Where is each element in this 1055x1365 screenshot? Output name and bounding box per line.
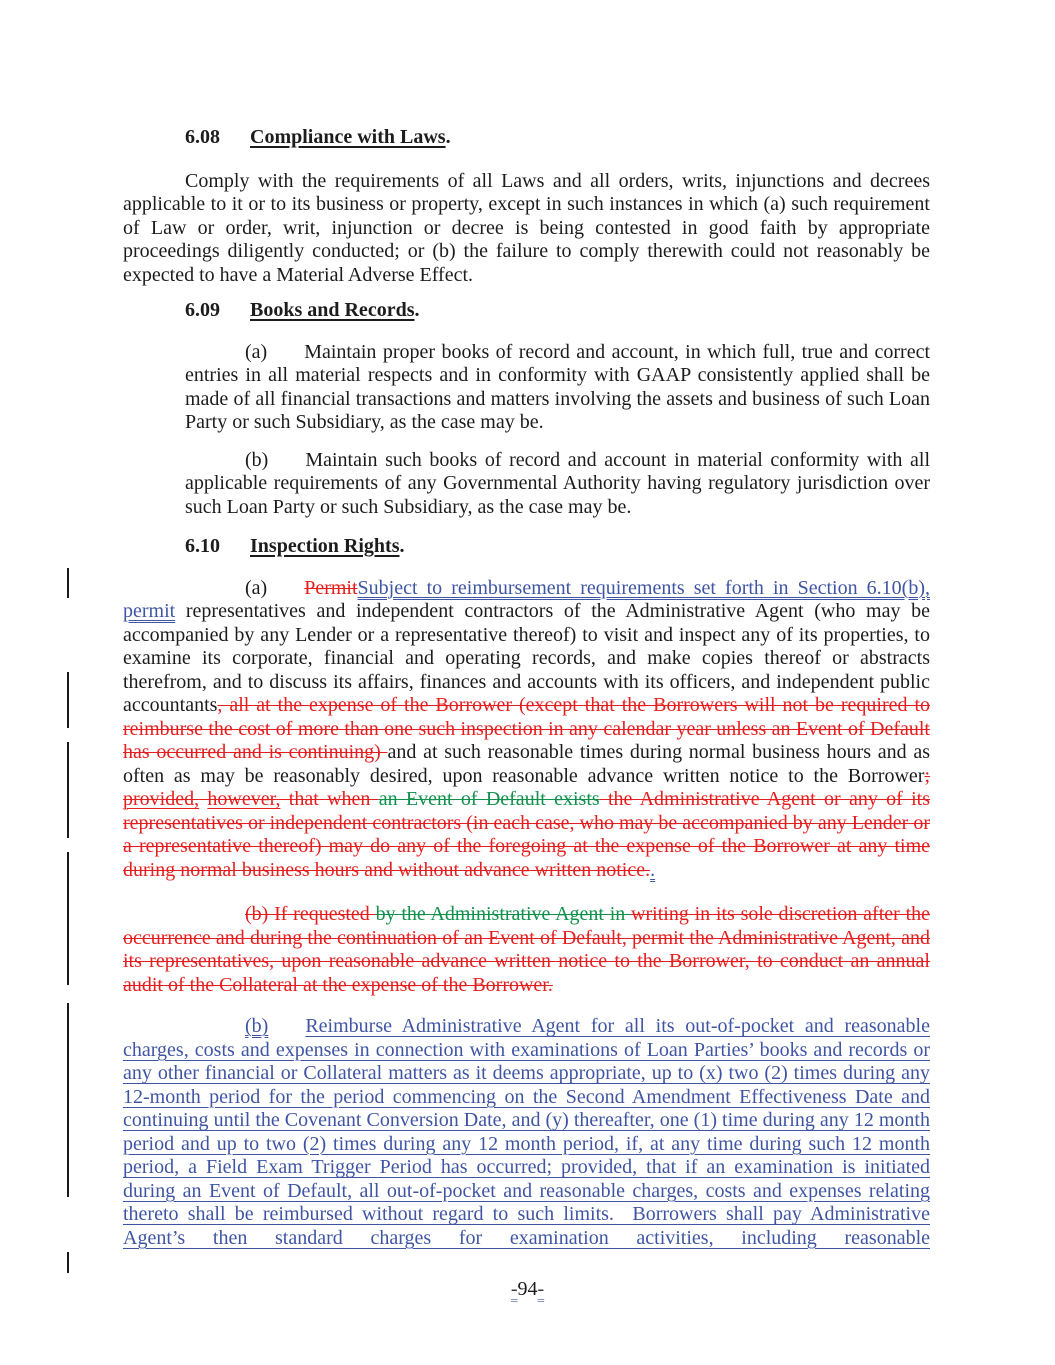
- text-run: however,: [207, 788, 281, 810]
- text-run: an Event of Default exists: [378, 788, 600, 810]
- text-run: Reimburse Administrative Agent for all its out-of-pocket and reasonable charges, costs and expenses in connection with examinations of Loan Parties’ books and records or any other financial or Collateral matters as it deems appropriate, up to (x) two (2) times during any 12-month period for the period commencing on the Second Amendment Effectiveness Date and continuing until the Covenant Conversion Date, and (y) thereafter, one (1) time during any 12 month period and up to two (2) times during any 12 month period, if, at any time during such 12 month period, a Field Exam Trigger Period has occurred; provided, that if an examination is initiated during an Event of Default, all out-of-pocket and reasonable charges, costs and expenses relating thereto shall be reimbursed without regard to such limits. Borrowers shall pay Administrative Agent’s then standard charges for examination activities, including reasonable: [123, 1015, 930, 1249]
- text-run: (b): [245, 448, 269, 471]
- section-number: 6.09: [185, 299, 220, 321]
- text-run: Subject to reimbursement requirements set forth in Section 6.10(b), permit: [123, 576, 930, 622]
- text-run: (b) If requested: [245, 903, 376, 925]
- text-run: -: [537, 1278, 545, 1300]
- text-run: writing in its sole discretion after the occurrence and during the continuation of an Event of Default, permit the Administrative Agent, and its representatives, upon reasonable advance written notice to the Borrower, to conduct an annual audit of the Collateral at the expense of the Borrower.: [123, 903, 931, 996]
- text-run: Maintain proper books of record and account, in which full, true and correct entries in all material respects and in conformity with GAAP consistently applied shall be made of all financial transactions and matters involving the assets and business of such Loan Party or such Subsidiary, as the case may be.: [185, 340, 930, 433]
- text-run: (b): [245, 1015, 269, 1037]
- change-bar: [67, 1003, 69, 1197]
- text-run: .: [650, 858, 656, 881]
- text-run: by the Administrative Agent in: [375, 903, 632, 925]
- text-run: 94: [517, 1278, 538, 1300]
- text-run: , all at the expense of the Borrower (except that the Borrowers will not be required to reimburse the cost of more than one such inspection in any calendar year unless an Event of Default has occurred and is continuing): [123, 694, 930, 763]
- text-run: provided,: [123, 788, 200, 810]
- section-heading-period: .: [399, 535, 405, 557]
- text-run: ;: [924, 764, 930, 787]
- change-bar: [67, 568, 69, 598]
- page-footer: [0, 1278, 1055, 1301]
- paragraph-6-10-a: [123, 577, 930, 883]
- text-run: the Administrative Agent or any of its representatives or independent contractors (in each case, who may be accompanied by any Lender or a representative thereof) may do any of the foregoing at the expense of the Borrower at any time during normal business hours and without advance written notice.: [123, 788, 931, 881]
- paragraph-6-09-a: [185, 341, 930, 435]
- text-run: Permit: [304, 576, 358, 599]
- text-run: Comply with the requirements of all Laws and all orders, writs, injunctions and decrees applicable to it or to its business or property, except in such instances in which (a) such requirement of Law or order, writ, injunction or decree is being contested in good faith by appropriate proceedings diligently conducted; or (b) the failure to comply therewith could not reasonably be expected to have a Material Adverse Effect.: [123, 169, 930, 286]
- paragraph-6-08-body: [123, 170, 930, 288]
- section-heading-period: .: [414, 299, 420, 321]
- document-body: [123, 126, 930, 1250]
- text-run: representatives and independent contractors of the Administrative Agent (who may be accompanied by any Lender or a representative thereof) to visit and inspect any of its properties, to examine its corporate, financial and operating records, and make copies thereof or abstracts therefrom, and to discuss its affairs, finances and accounts with its officers, and independent public accountants: [123, 600, 930, 716]
- section-number: 6.08: [185, 126, 220, 148]
- section-heading-6-10: [185, 535, 930, 559]
- page-number: [511, 1278, 544, 1300]
- section-title: Inspection Rights: [250, 535, 400, 557]
- section-heading-period: .: [445, 126, 451, 148]
- paragraph-6-09-b: [185, 449, 930, 520]
- section-title: Books and Records: [250, 299, 415, 321]
- change-bar: [67, 1252, 69, 1273]
- section-heading-6-09: [185, 299, 930, 323]
- section-number: 6.10: [185, 535, 220, 557]
- section-title: Compliance with Laws: [250, 126, 446, 148]
- text-run: and at such reasonable times during normal business hours and as often as may be reasonably desired, upon reasonable advance written notice to the Borrower: [123, 741, 930, 787]
- paragraph-6-10-b-inserted: [123, 1015, 930, 1250]
- section-heading-6-08: [185, 126, 930, 150]
- text-run: (a): [245, 340, 268, 363]
- paragraph-6-10-b-deleted: [123, 903, 930, 997]
- text-run: Maintain such books of record and account in material conformity with all applicable requirements of any Governmental Authority having regulatory jurisdiction over such Loan Party or such Subsidiary, as the case may be.: [185, 448, 930, 518]
- text-run: -: [510, 1278, 518, 1300]
- text-run: (a): [245, 576, 268, 599]
- change-bar: [67, 852, 69, 985]
- change-bar: [67, 742, 69, 838]
- text-run: that when: [280, 788, 379, 810]
- change-bar: [67, 672, 69, 728]
